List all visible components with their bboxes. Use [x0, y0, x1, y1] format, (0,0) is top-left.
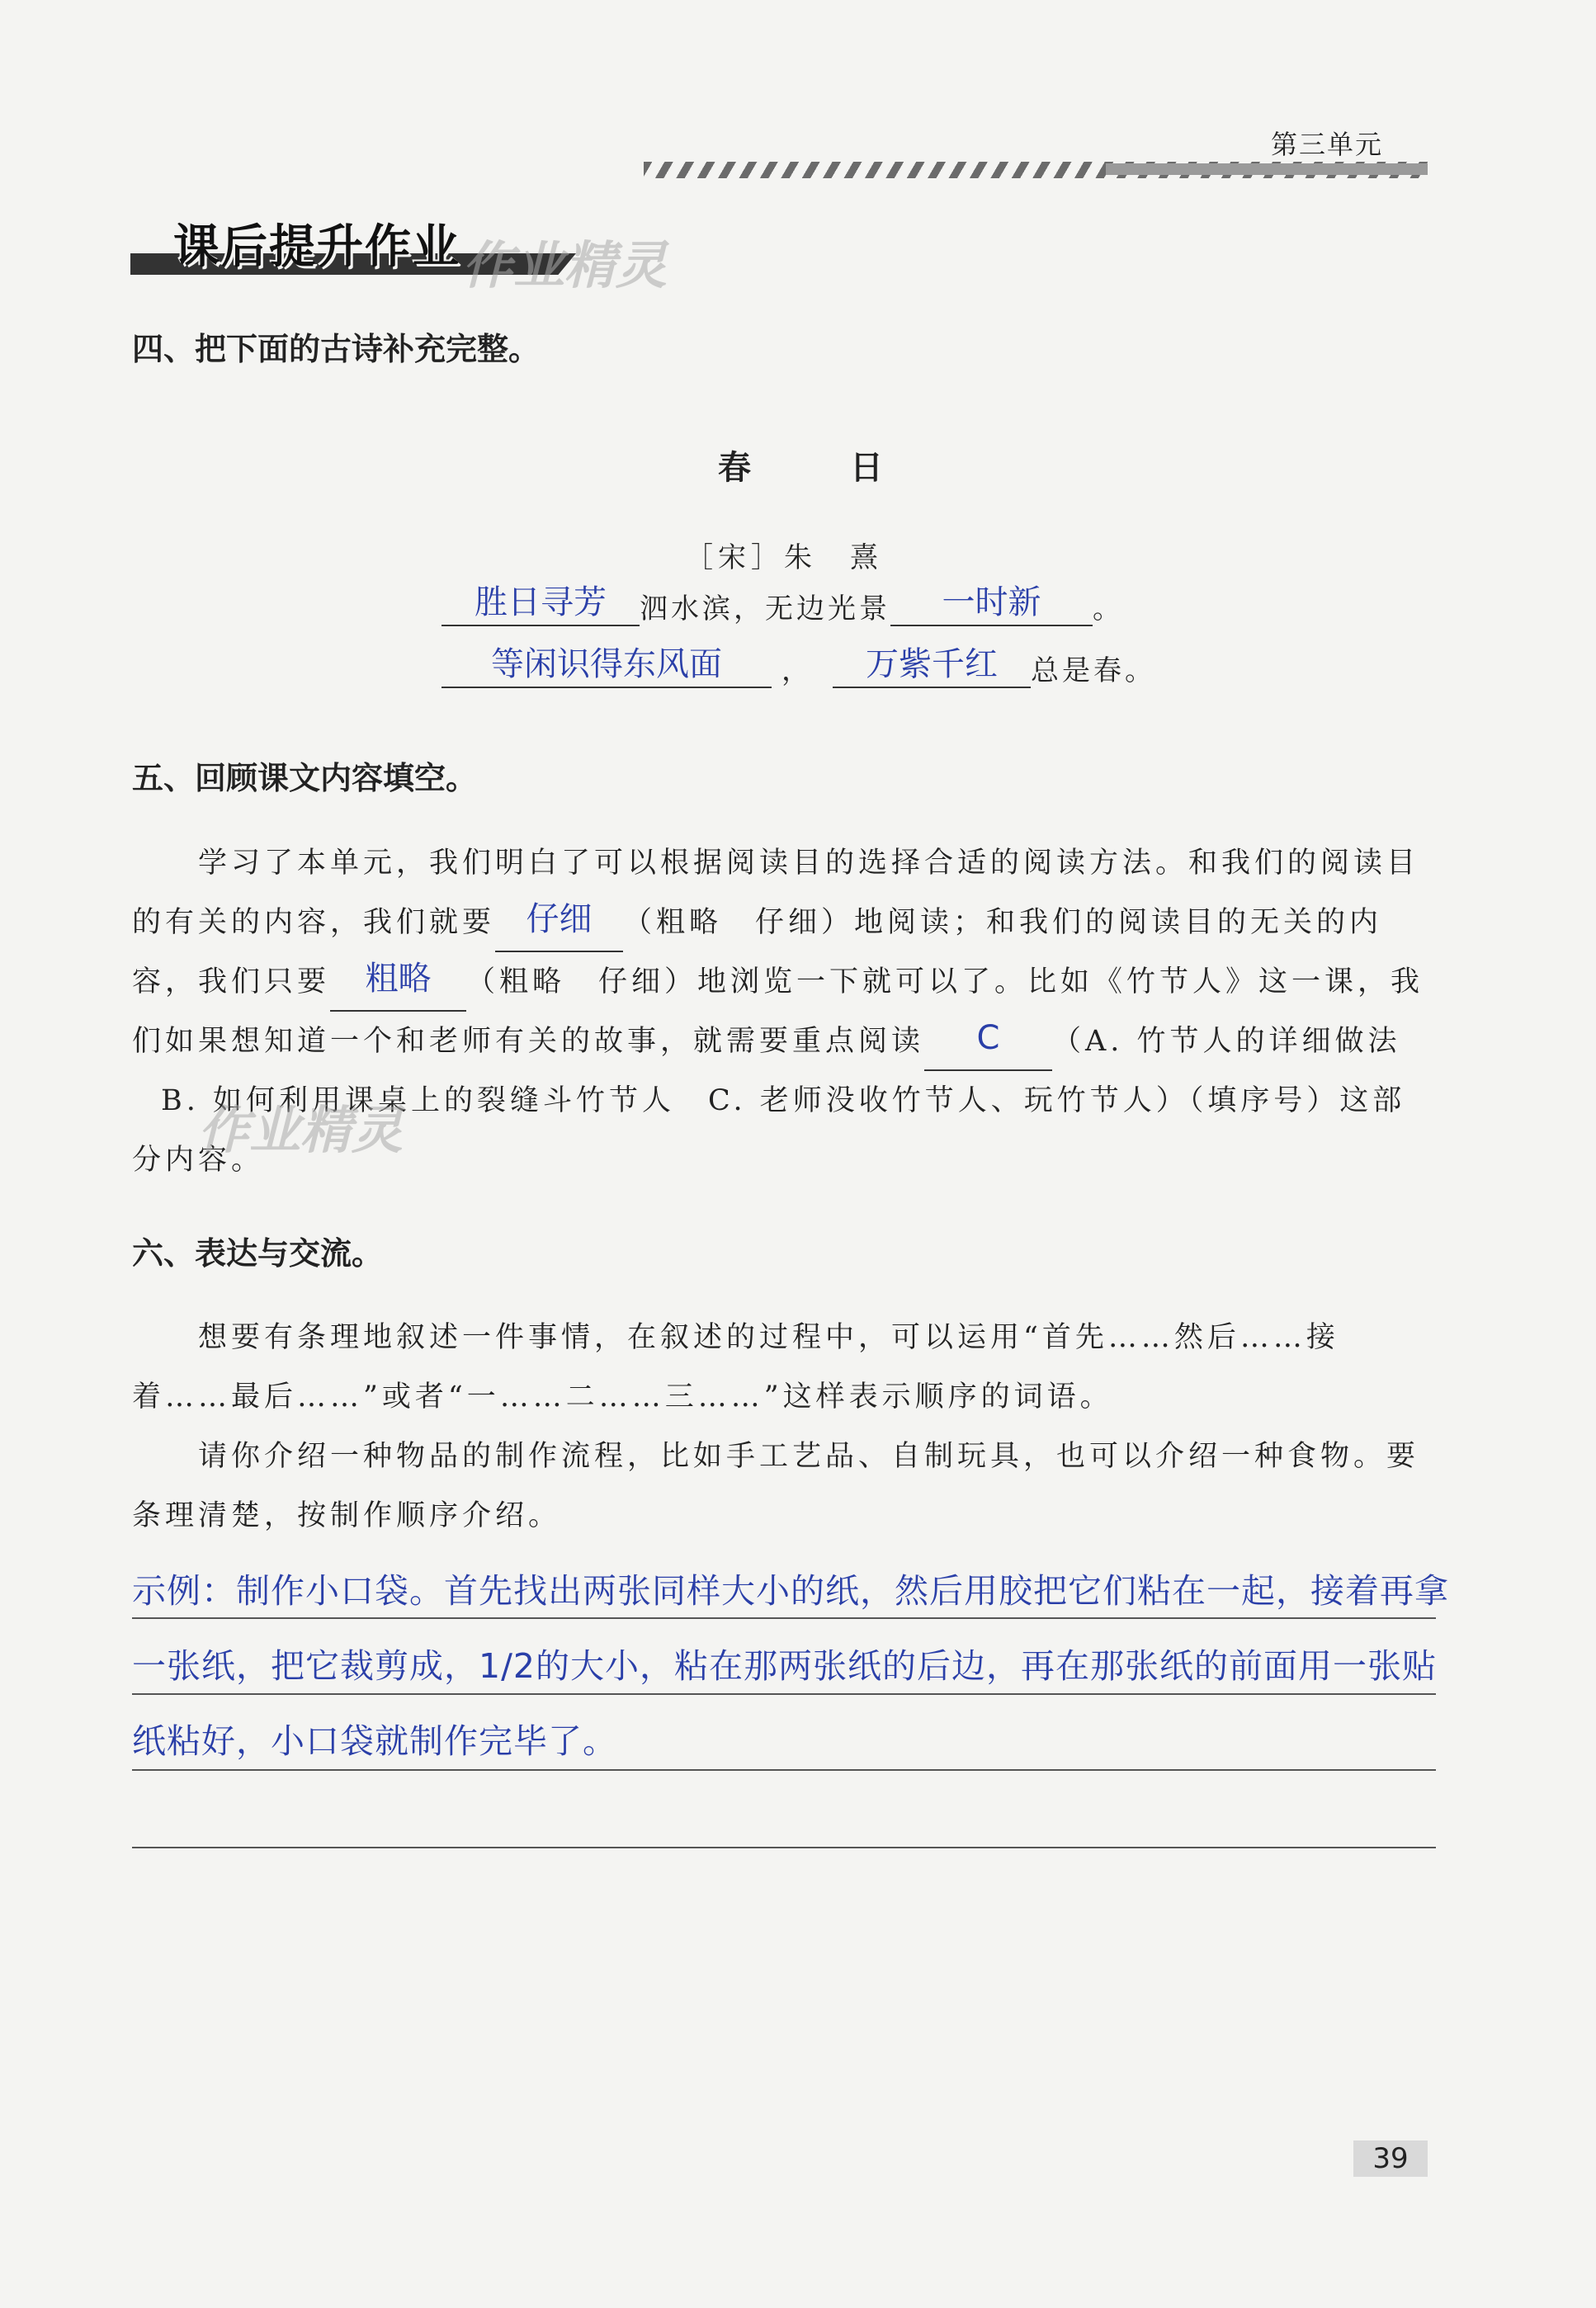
poem-line-1: 胜日寻芳 泗水滨，无边光景 一时新 。 [441, 586, 1124, 626]
q4-heading: 四、把下面的古诗补充完整。 [132, 331, 541, 367]
poem-blank-3[interactable]: 等闲识得东风面 [441, 654, 772, 688]
unit-label: 第三单元 [1271, 129, 1384, 160]
watermark: 作业精灵 [462, 235, 668, 295]
page-number: 39 [1353, 2140, 1428, 2177]
answer-line-2[interactable] [132, 1692, 1436, 1695]
q6-line-4: 条理清楚，按制作顺序介绍。 [132, 1499, 562, 1532]
poem-line-2: 等闲识得东风面 ， 万紫千红 总是春。 [441, 648, 1156, 688]
answer-line-3-text: 纸粘好，小口袋就制作完毕了。 [132, 1721, 617, 1761]
q5-heading: 五、回顾课文内容填空。 [132, 760, 478, 796]
answer-line-1-text: 示例：制作小口袋。首先找出两张同样大小的纸，然后用胶把它们粘在一起，接着再拿 [132, 1571, 1449, 1611]
poem-author: ［宋］朱 熹 [685, 541, 883, 574]
header-stripe-bar [644, 162, 1428, 178]
answer-line-4[interactable] [132, 1845, 1436, 1848]
q5-line-3: 容，我们只要 粗略 （粗略 仔细）地浏览一下就可以了。比如《竹节人》这一课，我 [132, 952, 1424, 1012]
q5-line-6: 分内容。 [132, 1144, 265, 1177]
q5-line-1: 学习了本单元，我们明白了可以根据阅读目的选择合适的阅读方法。和我们的阅读目 [198, 847, 1420, 880]
banner-title: 课后提升作业 [173, 220, 460, 274]
q5-blank-2[interactable]: 粗略 [330, 977, 466, 1012]
watermark-2: 作业精灵 [198, 1100, 404, 1160]
answer-line-3[interactable] [132, 1768, 1436, 1771]
q6-line-2: 着……最后……”或者“一……二……三……”这样表示顺序的词语。 [132, 1381, 1113, 1414]
poem-blank-1[interactable]: 胜日寻芳 [441, 592, 640, 626]
q6-line-3: 请你介绍一种物品的制作流程，比如手工艺品、自制玩具，也可以介绍一种食物。要 [198, 1440, 1420, 1473]
q5-line-4: 们如果想知道一个和老师有关的故事，就需要重点阅读 C （A. 竹节人的详细做法 [132, 1012, 1401, 1071]
q6-line-1: 想要有条理地叙述一件事情，在叙述的过程中，可以运用“首先……然后……接 [198, 1321, 1339, 1354]
q5-blank-1[interactable]: 仔细 [495, 918, 623, 952]
q6-heading: 六、表达与交流。 [132, 1235, 384, 1272]
answer-line-1[interactable] [132, 1616, 1436, 1619]
answer-line-2-text: 一张纸，把它裁剪成，1/2的大小，粘在那两张纸的后边，再在那张纸的前面用一张贴 [132, 1646, 1437, 1686]
poem-blank-4[interactable]: 万紫千红 [833, 654, 1031, 688]
q5-blank-3[interactable]: C [924, 1036, 1052, 1071]
q5-line-5: B. 如何利用课桌上的裂缝斗竹节人 C. 老师没收竹节人、玩竹节人）（填序号）这部 [161, 1084, 1406, 1117]
poem-blank-2[interactable]: 一时新 [890, 592, 1093, 626]
poem-title: 春 日 [718, 448, 916, 487]
q5-line-2: 的有关的内容，我们就要 仔细 （粗略 仔细）地阅读；和我们的阅读目的无关的内 [132, 893, 1382, 952]
